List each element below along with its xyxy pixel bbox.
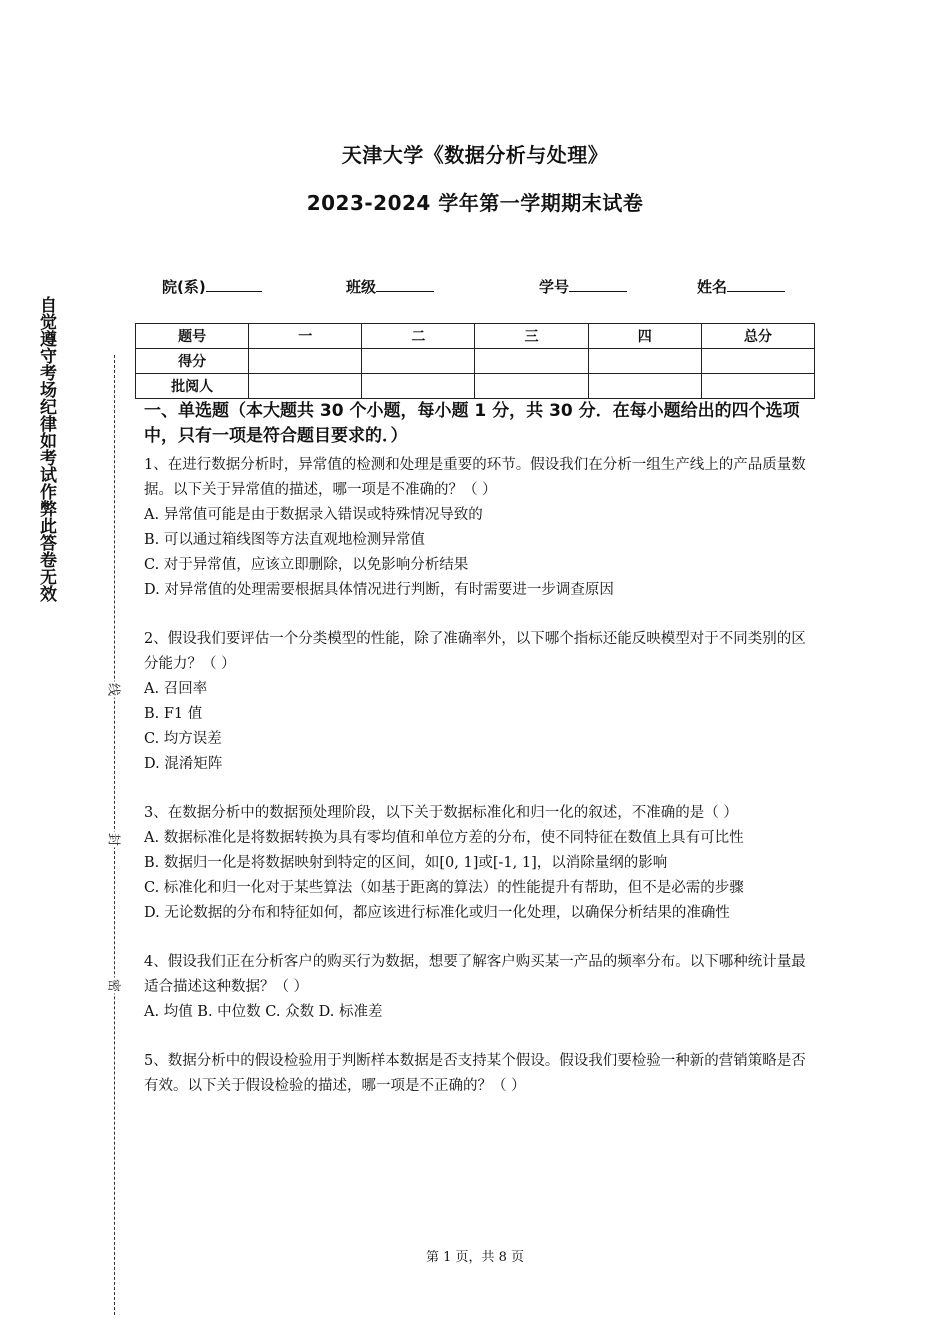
option-c: C. 对于异常值，应该立即删除，以免影响分析结果	[144, 557, 469, 573]
question-item	[144, 627, 812, 777]
score-header-cell: 四	[588, 324, 701, 349]
section-heading: 一、单选题（本大题共 30 个小题，每小题 1 分，共 30 分．在每小题给出的四个选项中，只有一项是符合题目要求的．）	[144, 401, 800, 446]
name-field	[697, 276, 785, 297]
score-header-cell: 一	[249, 324, 362, 349]
question-item	[144, 950, 812, 1025]
score-cell	[249, 349, 362, 374]
score-cell	[701, 349, 814, 374]
question-text: 1、在进行数据分析时，异常值的检测和处理是重要的环节。假设我们在分析一组生产线上的产品质量数据。以下关于异常值的描述，哪一项是不准确的？（ ）	[144, 457, 806, 498]
score-cell	[249, 374, 362, 399]
seal-label-line: 线	[106, 682, 125, 698]
score-cell	[701, 374, 814, 399]
student-id-field	[539, 276, 627, 297]
option-d: D. 无论数据的分布和特征如何，都应该进行标准化或归一化处理，以确保分析结果的准确性	[144, 905, 730, 921]
option-b: B. F1 值	[144, 706, 203, 722]
student-id-label: 学号	[539, 278, 570, 296]
score-cell	[588, 374, 701, 399]
department-field	[162, 276, 262, 297]
score-cell	[362, 374, 475, 399]
option-line: A. 均值 B. 中位数 C. 众数 D. 标准差	[144, 1004, 383, 1020]
student-id-blank	[569, 276, 627, 292]
option-a: A. 召回率	[144, 681, 208, 697]
score-cell	[588, 349, 701, 374]
score-cell	[475, 374, 588, 399]
score-table-header-row	[136, 324, 815, 349]
question-text: 5、数据分析中的假设检验用于判断样本数据是否支持某个假设。假设我们要检验一种新的营销策略是否有效。以下关于假设检验的描述，哪一项是不正确的？（ ）	[144, 1053, 806, 1094]
seal-label-secret: 密	[106, 978, 125, 994]
question-item	[144, 453, 812, 603]
department-blank	[206, 276, 262, 292]
question-item	[144, 801, 812, 926]
score-table	[135, 323, 815, 399]
question-text: 2、假设我们要评估一个分类模型的性能，除了准确率外，以下哪个指标还能反映模型对于不同类别的区分能力？（ ）	[144, 631, 806, 672]
score-header-cell: 二	[362, 324, 475, 349]
option-d: D. 混淆矩阵	[144, 756, 223, 772]
class-blank	[376, 276, 434, 292]
class-label: 班级	[346, 278, 377, 296]
option-a: A. 异常值可能是由于数据录入错误或特殊情况导致的	[144, 507, 483, 523]
seal-label-seal: 封	[106, 832, 125, 848]
exam-title: 天津大学《数据分析与处理》	[341, 143, 609, 167]
student-info-row	[162, 276, 802, 300]
option-b: B. 数据归一化是将数据映射到特定的区间，如[0, 1]或[-1, 1]，以消除量纲的影响	[144, 855, 668, 871]
question-text: 4、假设我们正在分析客户的购买行为数据，想要了解客户购买某一产品的频率分布。以下哪种统计量最适合描述这种数据？（ ）	[144, 954, 806, 995]
option-c: C. 均方误差	[144, 731, 222, 747]
score-header-cell: 总分	[701, 324, 814, 349]
score-header-cell: 题号	[136, 324, 249, 349]
page-number: 第 1 页，共 8 页	[425, 1250, 525, 1265]
score-header-cell: 三	[475, 324, 588, 349]
exam-subtitle: 2023-2024 学年第一学期期末试卷	[306, 191, 644, 215]
option-b: B. 可以通过箱线图等方法直观地检测异常值	[144, 532, 425, 548]
option-d: D. 对异常值的处理需要根据具体情况进行判断，有时需要进一步调查原因	[144, 582, 614, 598]
score-table-row	[136, 374, 815, 399]
option-c: C. 标准化和归一化对于某些算法（如基于距离的算法）的性能提升有帮助，但不是必需的步骤	[144, 880, 744, 896]
score-row-label: 批阅人	[136, 374, 249, 399]
name-blank	[727, 276, 785, 292]
question-item	[144, 1049, 812, 1099]
score-table-row	[136, 349, 815, 374]
option-a: A. 数据标准化是将数据转换为具有零均值和单位方差的分布，使不同特征在数值上具有可比性	[144, 830, 744, 846]
class-field	[346, 276, 434, 297]
score-row-label: 得分	[136, 349, 249, 374]
question-text: 3、在数据分析中的数据预处理阶段，以下关于数据标准化和归一化的叙述，不准确的是（ ）	[144, 805, 738, 821]
score-cell	[362, 349, 475, 374]
question-content	[144, 399, 812, 1099]
department-label: 院(系)	[162, 278, 206, 296]
name-label: 姓名	[697, 278, 728, 296]
exam-discipline-notice: 自觉遵守考场纪律如考试作弊此答卷无效	[36, 296, 56, 602]
score-cell	[475, 349, 588, 374]
